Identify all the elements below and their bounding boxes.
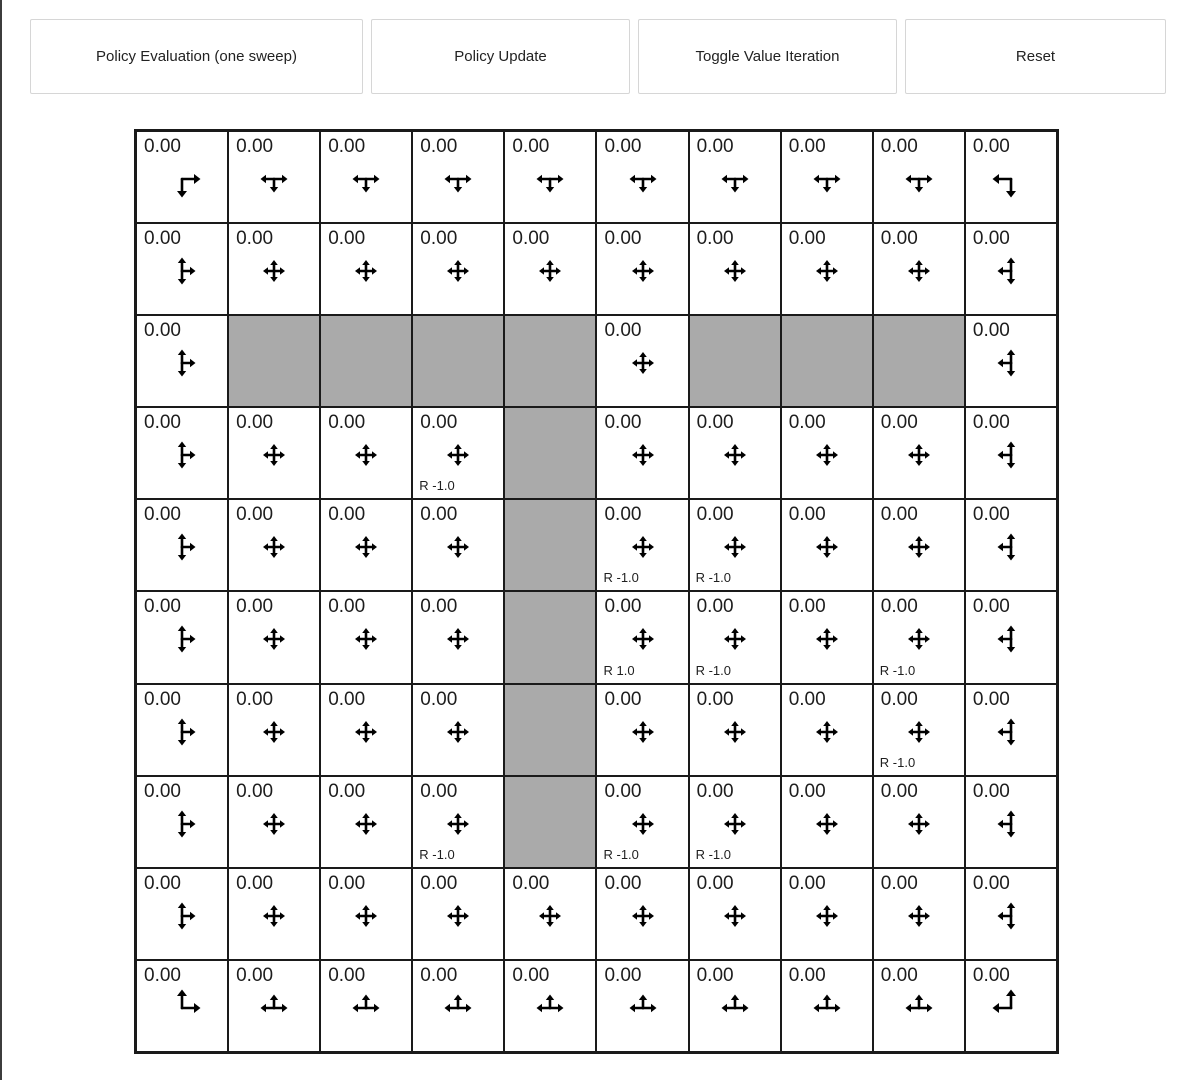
state-value: 0.00 — [328, 688, 366, 710]
grid-cell[interactable] — [228, 223, 320, 315]
state-value: 0.00 — [604, 412, 642, 434]
policy-arrows-icon — [337, 610, 395, 668]
reward-label: R -1.0 — [419, 478, 455, 494]
state-value: 0.00 — [236, 780, 274, 802]
policy-arrows-icon — [614, 426, 672, 484]
policy-arrows-icon — [982, 518, 1040, 576]
grid-cell[interactable] — [320, 776, 412, 868]
state-value: 0.00 — [696, 136, 734, 157]
grid-cell[interactable] — [781, 131, 873, 223]
state-value: 0.00 — [696, 780, 734, 802]
reward-label: R -1.0 — [695, 570, 731, 586]
grid-cell[interactable] — [320, 868, 412, 960]
policy-arrows-icon — [153, 610, 211, 668]
policy-arrows-icon — [982, 610, 1040, 668]
policy-arrows-icon — [245, 795, 303, 853]
policy-arrows-icon — [614, 242, 672, 300]
state-value: 0.00 — [420, 780, 458, 802]
grid-cell[interactable] — [781, 591, 873, 683]
policy-arrows-icon — [521, 150, 579, 208]
grid-cell[interactable] — [596, 868, 688, 960]
state-value: 0.00 — [696, 596, 734, 618]
grid-cell[interactable] — [689, 131, 781, 223]
grid-cell[interactable] — [504, 868, 596, 960]
policy-arrows-icon — [798, 979, 856, 1037]
state-value: 0.00 — [144, 688, 181, 710]
reset-button[interactable]: Reset — [905, 19, 1166, 94]
policy-update-button[interactable]: Policy Update — [371, 19, 630, 94]
policy-arrows-icon — [153, 703, 211, 761]
toolbar — [30, 19, 1166, 94]
policy-arrows-icon — [982, 150, 1040, 208]
state-value: 0.00 — [236, 504, 274, 526]
grid-cell[interactable] — [136, 131, 228, 223]
policy-arrows-icon — [337, 887, 395, 945]
state-value: 0.00 — [236, 228, 274, 250]
state-value: 0.00 — [880, 688, 918, 710]
state-value: 0.00 — [420, 504, 458, 526]
grid-cell[interactable] — [320, 960, 412, 1052]
policy-arrows-icon — [890, 242, 948, 300]
policy-arrows-icon — [614, 610, 672, 668]
grid-cell[interactable] — [781, 868, 873, 960]
grid-cell[interactable] — [504, 223, 596, 315]
state-value: 0.00 — [696, 872, 734, 894]
reward-label: R -1.0 — [879, 754, 916, 770]
grid-cell[interactable] — [596, 315, 688, 407]
policy-arrows-icon — [982, 703, 1040, 761]
policy-arrows-icon — [337, 150, 395, 208]
policy-arrows-icon — [153, 242, 211, 300]
gridworld-grid — [134, 129, 1059, 1054]
reward-label: R 1.0 — [603, 662, 635, 678]
grid-cell[interactable] — [228, 776, 320, 868]
policy-arrows-icon — [890, 795, 948, 853]
screen-edge-line — [0, 0, 2, 1080]
toggle-value-iteration-button[interactable]: Toggle Value Iteration — [638, 19, 897, 94]
grid-cell[interactable] — [504, 131, 596, 223]
grid-cell[interactable] — [873, 960, 965, 1052]
state-value: 0.00 — [972, 504, 1010, 526]
policy-arrows-icon — [798, 887, 856, 945]
grid-cell[interactable] — [136, 960, 228, 1052]
grid-cell[interactable] — [412, 223, 504, 315]
state-value: 0.00 — [236, 136, 274, 157]
reward-label: R -1.0 — [695, 662, 731, 678]
wall-cell — [504, 499, 596, 591]
grid-cell[interactable] — [965, 315, 1057, 407]
state-value: 0.00 — [328, 136, 366, 157]
grid-cell[interactable] — [689, 407, 781, 499]
state-value: 0.00 — [880, 412, 918, 434]
policy-arrows-icon — [798, 795, 856, 853]
policy-arrows-icon — [245, 610, 303, 668]
grid-cell[interactable] — [873, 868, 965, 960]
state-value: 0.00 — [144, 780, 181, 802]
policy-arrows-icon — [245, 979, 303, 1037]
grid-cell[interactable] — [965, 131, 1057, 223]
grid-cell[interactable] — [965, 591, 1057, 683]
policy-arrows-icon — [521, 979, 579, 1037]
grid-cell[interactable] — [596, 684, 688, 776]
state-value: 0.00 — [144, 136, 181, 157]
state-value: 0.00 — [696, 964, 734, 986]
grid-cell[interactable] — [504, 960, 596, 1052]
state-value: 0.00 — [604, 136, 642, 157]
state-value: 0.00 — [880, 136, 918, 157]
grid-cell[interactable] — [412, 499, 504, 591]
policy-arrows-icon — [429, 703, 487, 761]
policy-arrows-icon — [706, 887, 764, 945]
grid-cell[interactable] — [320, 499, 412, 591]
grid-cell[interactable] — [781, 960, 873, 1052]
state-value: 0.00 — [972, 136, 1010, 157]
grid-cell[interactable] — [873, 684, 965, 776]
state-value: 0.00 — [604, 688, 642, 710]
grid-cell[interactable] — [136, 407, 228, 499]
grid-cell[interactable] — [689, 223, 781, 315]
policy-arrows-icon — [706, 610, 764, 668]
grid-cell[interactable] — [965, 223, 1057, 315]
policy-arrows-icon — [706, 242, 764, 300]
grid-cell[interactable] — [228, 407, 320, 499]
reward-label: R -1.0 — [695, 846, 731, 862]
policy-arrows-icon — [706, 795, 764, 853]
grid-cell[interactable] — [320, 131, 412, 223]
reward-label: R -1.0 — [603, 846, 639, 862]
grid-cell[interactable] — [412, 407, 504, 499]
grid-cell[interactable] — [781, 499, 873, 591]
policy-arrows-icon — [245, 518, 303, 576]
wall-cell — [504, 776, 596, 868]
grid-cell[interactable] — [136, 499, 228, 591]
state-value: 0.00 — [604, 596, 642, 618]
policy-arrows-icon — [153, 150, 211, 208]
state-value: 0.00 — [144, 504, 181, 526]
grid-cell[interactable] — [136, 684, 228, 776]
policy-arrows-icon — [153, 887, 211, 945]
reward-label: R -1.0 — [603, 570, 639, 586]
grid-cell[interactable] — [781, 776, 873, 868]
wall-cell — [689, 315, 781, 407]
state-value: 0.00 — [328, 780, 366, 802]
state-value: 0.00 — [788, 688, 826, 710]
policy-arrows-icon — [245, 242, 303, 300]
state-value: 0.00 — [880, 596, 918, 618]
policy-arrows-icon — [245, 887, 303, 945]
wall-cell — [320, 315, 412, 407]
policy-arrows-icon — [798, 610, 856, 668]
grid-cell[interactable] — [412, 131, 504, 223]
state-value: 0.00 — [788, 504, 826, 526]
state-value: 0.00 — [512, 964, 550, 986]
grid-cell[interactable] — [689, 591, 781, 683]
wall-cell — [781, 315, 873, 407]
policy-arrows-icon — [153, 334, 211, 392]
state-value: 0.00 — [972, 596, 1010, 618]
state-value: 0.00 — [144, 320, 181, 342]
grid-cell[interactable] — [873, 407, 965, 499]
state-value: 0.00 — [788, 596, 826, 618]
state-value: 0.00 — [236, 688, 274, 710]
state-value: 0.00 — [236, 872, 274, 894]
state-value: 0.00 — [512, 872, 550, 894]
policy-arrows-icon — [521, 242, 579, 300]
state-value: 0.00 — [328, 412, 366, 434]
grid-cell[interactable] — [689, 960, 781, 1052]
state-value: 0.00 — [604, 964, 642, 986]
state-value: 0.00 — [604, 780, 642, 802]
grid-cell[interactable] — [781, 684, 873, 776]
grid-cell[interactable] — [873, 776, 965, 868]
state-value: 0.00 — [788, 872, 826, 894]
grid-cell[interactable] — [965, 960, 1057, 1052]
wall-cell — [504, 407, 596, 499]
state-value: 0.00 — [420, 228, 458, 250]
policy-arrows-icon — [429, 795, 487, 853]
policy-arrows-icon — [798, 426, 856, 484]
policy-arrows-icon — [153, 795, 211, 853]
grid-cell[interactable] — [873, 591, 965, 683]
grid-cell[interactable] — [965, 407, 1057, 499]
state-value: 0.00 — [788, 412, 826, 434]
policy-arrows-icon — [429, 518, 487, 576]
state-value: 0.00 — [972, 412, 1010, 434]
policy-arrows-icon — [890, 703, 948, 761]
policy-arrows-icon — [429, 610, 487, 668]
state-value: 0.00 — [788, 136, 826, 157]
wall-cell — [504, 591, 596, 683]
grid-cell[interactable] — [689, 499, 781, 591]
wall-cell — [504, 315, 596, 407]
state-value: 0.00 — [880, 780, 918, 802]
grid-cell[interactable] — [228, 591, 320, 683]
policy-arrows-icon — [798, 703, 856, 761]
grid-cell[interactable] — [596, 131, 688, 223]
policy-arrows-icon — [614, 795, 672, 853]
policy-arrows-icon — [798, 242, 856, 300]
policy-arrows-icon — [429, 887, 487, 945]
policy-arrows-icon — [614, 518, 672, 576]
state-value: 0.00 — [144, 228, 181, 250]
grid-cell[interactable] — [320, 407, 412, 499]
state-value: 0.00 — [972, 228, 1010, 250]
grid-cell[interactable] — [228, 131, 320, 223]
policy-arrows-icon — [982, 334, 1040, 392]
wall-cell — [228, 315, 320, 407]
policy-arrows-icon — [798, 150, 856, 208]
state-value: 0.00 — [604, 228, 642, 250]
policy-arrows-icon — [890, 518, 948, 576]
grid-cell[interactable] — [228, 960, 320, 1052]
grid-cell[interactable] — [965, 776, 1057, 868]
grid-cell[interactable] — [689, 684, 781, 776]
state-value: 0.00 — [512, 228, 550, 250]
state-value: 0.00 — [144, 412, 181, 434]
grid-cell[interactable] — [136, 223, 228, 315]
policy-arrows-icon — [982, 795, 1040, 853]
state-value: 0.00 — [880, 504, 918, 526]
grid-cell[interactable] — [412, 960, 504, 1052]
state-value: 0.00 — [328, 228, 366, 250]
policy-arrows-icon — [429, 426, 487, 484]
policy-arrows-icon — [429, 242, 487, 300]
policy-arrows-icon — [153, 979, 211, 1037]
state-value: 0.00 — [788, 964, 826, 986]
grid-cell[interactable] — [320, 223, 412, 315]
state-value: 0.00 — [604, 320, 642, 342]
policy-arrows-icon — [706, 979, 764, 1037]
policy-arrows-icon — [337, 242, 395, 300]
grid-cell[interactable] — [320, 684, 412, 776]
policy-arrows-icon — [337, 795, 395, 853]
reward-label: R -1.0 — [419, 846, 455, 862]
state-value: 0.00 — [420, 596, 458, 618]
state-value: 0.00 — [420, 872, 458, 894]
grid-cell[interactable] — [596, 776, 688, 868]
policy-arrows-icon — [429, 150, 487, 208]
grid-cell[interactable] — [412, 591, 504, 683]
policy-arrows-icon — [706, 518, 764, 576]
policy-arrows-icon — [337, 426, 395, 484]
policy-arrows-icon — [245, 426, 303, 484]
grid-cell[interactable] — [596, 591, 688, 683]
state-value: 0.00 — [420, 136, 458, 157]
wall-cell — [412, 315, 504, 407]
grid-cell[interactable] — [873, 499, 965, 591]
policy-arrows-icon — [706, 426, 764, 484]
state-value: 0.00 — [880, 872, 918, 894]
grid-cell[interactable] — [228, 684, 320, 776]
policy-arrows-icon — [982, 979, 1040, 1037]
policy-arrows-icon — [890, 979, 948, 1037]
policy-arrows-icon — [890, 887, 948, 945]
grid-cell[interactable] — [228, 499, 320, 591]
grid-cell[interactable] — [136, 776, 228, 868]
state-value: 0.00 — [788, 228, 826, 250]
policy-arrows-icon — [798, 518, 856, 576]
policy-arrows-icon — [153, 518, 211, 576]
grid-cell[interactable] — [689, 776, 781, 868]
policy-arrows-icon — [614, 334, 672, 392]
policy-arrows-icon — [429, 979, 487, 1037]
wall-cell — [504, 684, 596, 776]
state-value: 0.00 — [328, 964, 366, 986]
grid-cell[interactable] — [596, 960, 688, 1052]
policy-arrows-icon — [890, 150, 948, 208]
grid-cell[interactable] — [689, 868, 781, 960]
grid-cell[interactable] — [596, 407, 688, 499]
policy-arrows-icon — [337, 979, 395, 1037]
policy-arrows-icon — [245, 703, 303, 761]
state-value: 0.00 — [696, 504, 734, 526]
policy-arrows-icon — [614, 979, 672, 1037]
policy-arrows-icon — [337, 518, 395, 576]
state-value: 0.00 — [696, 412, 734, 434]
state-value: 0.00 — [972, 320, 1010, 342]
grid-cell[interactable] — [596, 499, 688, 591]
policy-arrows-icon — [706, 150, 764, 208]
state-value: 0.00 — [420, 964, 458, 986]
grid-cell[interactable] — [228, 868, 320, 960]
state-value: 0.00 — [328, 596, 366, 618]
state-value: 0.00 — [144, 872, 181, 894]
state-value: 0.00 — [328, 872, 366, 894]
reward-label: R -1.0 — [879, 662, 916, 678]
policy-arrows-icon — [245, 150, 303, 208]
grid-cell[interactable] — [873, 131, 965, 223]
grid-cell[interactable] — [136, 868, 228, 960]
grid-cell[interactable] — [412, 776, 504, 868]
state-value: 0.00 — [328, 504, 366, 526]
state-value: 0.00 — [420, 412, 458, 434]
state-value: 0.00 — [880, 964, 918, 986]
state-value: 0.00 — [144, 964, 181, 986]
state-value: 0.00 — [604, 872, 642, 894]
grid-cell[interactable] — [873, 223, 965, 315]
state-value: 0.00 — [236, 596, 274, 618]
grid-cell[interactable] — [136, 591, 228, 683]
grid-cell[interactable] — [412, 684, 504, 776]
state-value: 0.00 — [420, 688, 458, 710]
state-value: 0.00 — [972, 688, 1010, 710]
grid-cell[interactable] — [136, 315, 228, 407]
policy-arrows-icon — [890, 426, 948, 484]
wall-cell — [873, 315, 965, 407]
grid-cell[interactable] — [412, 868, 504, 960]
state-value: 0.00 — [236, 964, 274, 986]
grid-cell[interactable] — [965, 684, 1057, 776]
state-value: 0.00 — [972, 964, 1010, 986]
state-value: 0.00 — [144, 596, 181, 618]
state-value: 0.00 — [788, 780, 826, 802]
state-value: 0.00 — [972, 780, 1010, 802]
grid-cell[interactable] — [320, 591, 412, 683]
policy-arrows-icon — [982, 242, 1040, 300]
state-value: 0.00 — [236, 412, 274, 434]
policy-arrows-icon — [614, 703, 672, 761]
policy-arrows-icon — [337, 703, 395, 761]
policy-arrows-icon — [153, 426, 211, 484]
policy-arrows-icon — [614, 150, 672, 208]
state-value: 0.00 — [604, 504, 642, 526]
grid-cell[interactable] — [596, 223, 688, 315]
policy-arrows-icon — [521, 887, 579, 945]
grid-cell[interactable] — [965, 868, 1057, 960]
state-value: 0.00 — [696, 228, 734, 250]
policy-arrows-icon — [982, 887, 1040, 945]
grid-cell[interactable] — [781, 407, 873, 499]
policy-arrows-icon — [890, 610, 948, 668]
policy-evaluation-button[interactable]: Policy Evaluation (one sweep) — [30, 19, 363, 94]
policy-arrows-icon — [982, 426, 1040, 484]
grid-cell[interactable] — [781, 223, 873, 315]
state-value: 0.00 — [696, 688, 734, 710]
state-value: 0.00 — [512, 136, 550, 157]
state-value: 0.00 — [972, 872, 1010, 894]
policy-arrows-icon — [706, 703, 764, 761]
policy-arrows-icon — [614, 887, 672, 945]
state-value: 0.00 — [880, 228, 918, 250]
grid-cell[interactable] — [965, 499, 1057, 591]
